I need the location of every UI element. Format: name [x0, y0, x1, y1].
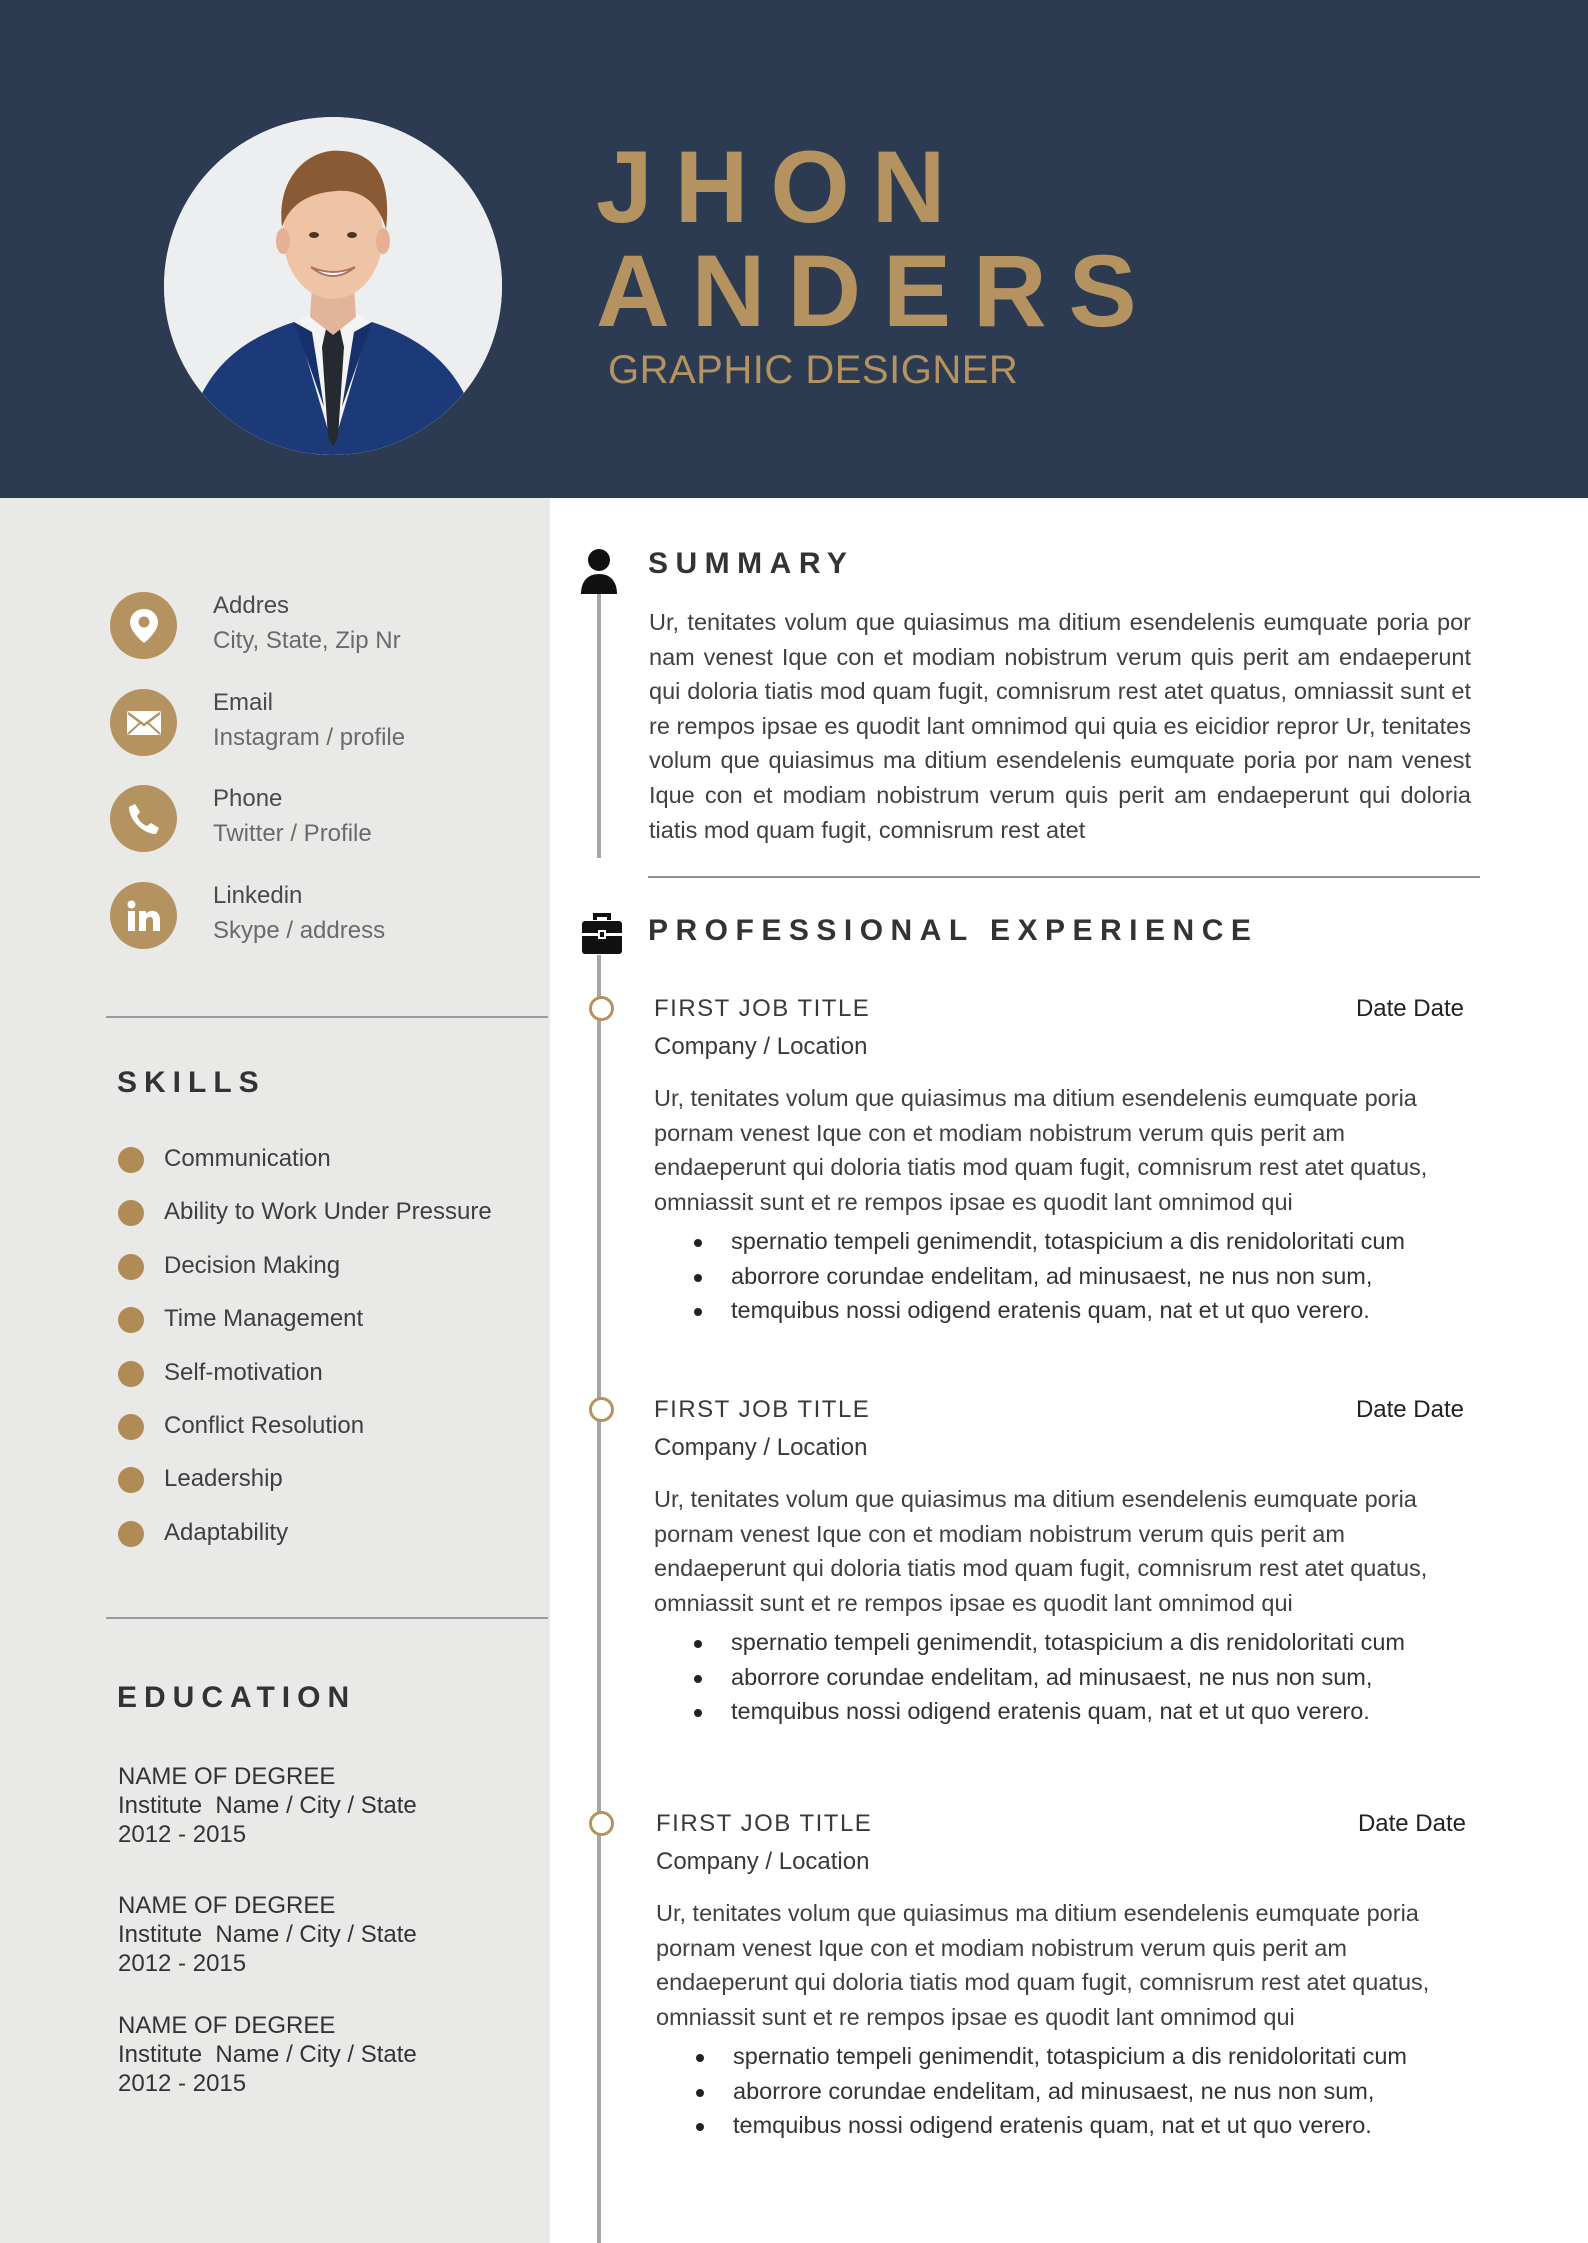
summary-text: Ur, tenitates volum que quiasimus ma ditium esendelenis eumquate poria por nam venest Ique con et modiam nobistrum verum quis perit am endaeperunt qui doloria tiatis mod quam fugit, comnisrum rest atet quatus, omniassit sunt et re rempos ipsae es quodit lant omnimod qui quia es eicidior repror Ur, tenitates volum que quiasimus ma ditium esendelenis eumquate poria por nam venest Ique con et modiam nobistrum verum quis perit am endaeperunt qui doloria tiatis mod quam fugit, comnisrum rest atet: [649, 609, 1471, 843]
bullet-dot-icon: [118, 1307, 144, 1333]
education-entry: [118, 1762, 417, 1849]
contact-label: Phone: [213, 785, 283, 812]
institute: Institute Name / City / State: [118, 2041, 417, 2068]
years: 2012 - 2015: [118, 1821, 247, 1848]
institute: Institute Name / City / State: [118, 1921, 417, 1948]
skill-item: Self-motivation: [118, 1356, 492, 1409]
summary-divider: [648, 876, 1480, 878]
job-bullets: [692, 1224, 1405, 1328]
last-name: ANDERS: [596, 234, 1159, 348]
contact-value: Twitter / Profile: [213, 820, 372, 847]
job-entry: [654, 1396, 1478, 1736]
skills-heading: SKILLS: [117, 1066, 266, 1099]
degree-name: NAME OF DEGREE: [118, 1763, 336, 1790]
person-icon: [580, 548, 618, 601]
years: 2012 - 2015: [118, 2070, 247, 2097]
institute: Institute Name / City / State: [118, 1792, 417, 1819]
education-entry: [118, 1891, 417, 1978]
skill-item: Leadership: [118, 1462, 492, 1515]
summary-timeline-line: [597, 590, 601, 858]
job-description: Ur, tenitates volum que quiasimus ma ditium esendelenis eumquate poria pornam venest Ique con et modiam nobistrum verum quis perit am endaeperunt qui doloria tiatis mod quam fugit, comnisrum rest atet quatus, omniassit sunt et re rempos ipsae es quodit lant omnimod qui: [656, 1900, 1430, 2030]
bullet-dot-icon: [118, 1361, 144, 1387]
job-bullets: [692, 1625, 1405, 1729]
briefcase-icon: [581, 912, 623, 961]
timeline-node-icon: [589, 1811, 614, 1836]
skill-item: Decision Making: [118, 1249, 492, 1302]
timeline-node-icon: [589, 996, 614, 1021]
degree-name: NAME OF DEGREE: [118, 2012, 336, 2039]
job-company: Company / Location: [656, 1848, 870, 1875]
bullet-dot-icon: [118, 1467, 144, 1493]
job-title: GRAPHIC DESIGNER: [608, 348, 1019, 392]
skill-item: Conflict Resolution: [118, 1409, 492, 1462]
job-bullet: aborrore corundae endelitam, ad minusaest, ne nus non sum,: [694, 2074, 1407, 2109]
job-description: Ur, tenitates volum que quiasimus ma ditium esendelenis eumquate poria pornam venest Ique con et modiam nobistrum verum quis perit am endaeperunt qui doloria tiatis mod quam fugit, comnisrum rest atet quatus, omniassit sunt et re rempos ipsae es quodit lant omnimod qui: [654, 1486, 1428, 1616]
job-bullet: temquibus nossi odigend eratenis quam, nat et ut quo verero.: [694, 2108, 1407, 2143]
job-bullet: temquibus nossi odigend eratenis quam, nat et ut quo verero.: [692, 1694, 1405, 1729]
first-name: JHON: [596, 130, 968, 244]
job-company: Company / Location: [654, 1033, 868, 1060]
summary-heading: SUMMARY: [648, 547, 855, 580]
linkedin-icon: [110, 882, 177, 949]
job-bullet: spernatio tempeli genimendit, totaspicium a dis renidoloritati cum: [692, 1625, 1405, 1660]
skills-list: [118, 1142, 492, 1569]
bullet-dot-icon: [118, 1254, 144, 1280]
job-entry-title: FIRST JOB TITLE: [656, 1810, 873, 1837]
job-bullet: temquibus nossi odigend eratenis quam, nat et ut quo verero.: [692, 1293, 1405, 1328]
sidebar-divider: [106, 1016, 548, 1018]
skill-item: Adaptability: [118, 1516, 492, 1569]
degree-name: NAME OF DEGREE: [118, 1892, 336, 1919]
contact-value: City, State, Zip Nr: [213, 627, 401, 654]
contact-value: Skype / address: [213, 917, 386, 944]
job-bullet: aborrore corundae endelitam, ad minusaest, ne nus non sum,: [692, 1660, 1405, 1695]
job-description: Ur, tenitates volum que quiasimus ma ditium esendelenis eumquate poria pornam venest Ique con et modiam nobistrum verum quis perit am endaeperunt qui doloria tiatis mod quam fugit, comnisrum rest atet quatus, omniassit sunt et re rempos ipsae es quodit lant omnimod qui: [654, 1085, 1428, 1215]
skill-item: Ability to Work Under Pressure: [118, 1195, 492, 1248]
job-bullets: [694, 2039, 1407, 2143]
job-date: Date Date: [1355, 995, 1464, 1022]
contact-label: Linkedin: [213, 882, 303, 909]
bullet-dot-icon: [118, 1521, 144, 1547]
contact-value: Instagram / profile: [213, 724, 406, 751]
phone-icon: [110, 785, 177, 852]
job-company: Company / Location: [654, 1434, 868, 1461]
bullet-dot-icon: [118, 1414, 144, 1440]
contact-label: Email: [213, 689, 274, 716]
job-entry-title: FIRST JOB TITLE: [654, 995, 871, 1022]
skill-item: Time Management: [118, 1302, 492, 1355]
contact-label: Addres: [213, 592, 290, 619]
job-entry: [654, 995, 1478, 1335]
education-entry: [118, 2011, 417, 2098]
location-pin-icon: [110, 592, 177, 659]
bullet-dot-icon: [118, 1147, 144, 1173]
education-heading: EDUCATION: [117, 1681, 357, 1714]
header-banner: [0, 0, 1588, 498]
experience-timeline-line: [597, 955, 601, 2243]
sidebar-divider: [106, 1617, 548, 1619]
job-entry: [656, 1810, 1480, 2150]
envelope-icon: [110, 689, 177, 756]
job-date: Date Date: [1357, 1810, 1466, 1837]
job-bullet: spernatio tempeli genimendit, totaspicium a dis renidoloritati cum: [694, 2039, 1407, 2074]
job-date: Date Date: [1355, 1396, 1464, 1423]
years: 2012 - 2015: [118, 1950, 247, 1977]
skill-item: Communication: [118, 1142, 492, 1195]
job-entry-title: FIRST JOB TITLE: [654, 1396, 871, 1423]
bullet-dot-icon: [118, 1200, 144, 1226]
profile-photo: [164, 117, 502, 455]
job-bullet: spernatio tempeli genimendit, totaspicium a dis renidoloritati cum: [692, 1224, 1405, 1259]
timeline-node-icon: [589, 1397, 614, 1422]
experience-heading: PROFESSIONAL EXPERIENCE: [648, 914, 1259, 947]
job-bullet: aborrore corundae endelitam, ad minusaest, ne nus non sum,: [692, 1259, 1405, 1294]
